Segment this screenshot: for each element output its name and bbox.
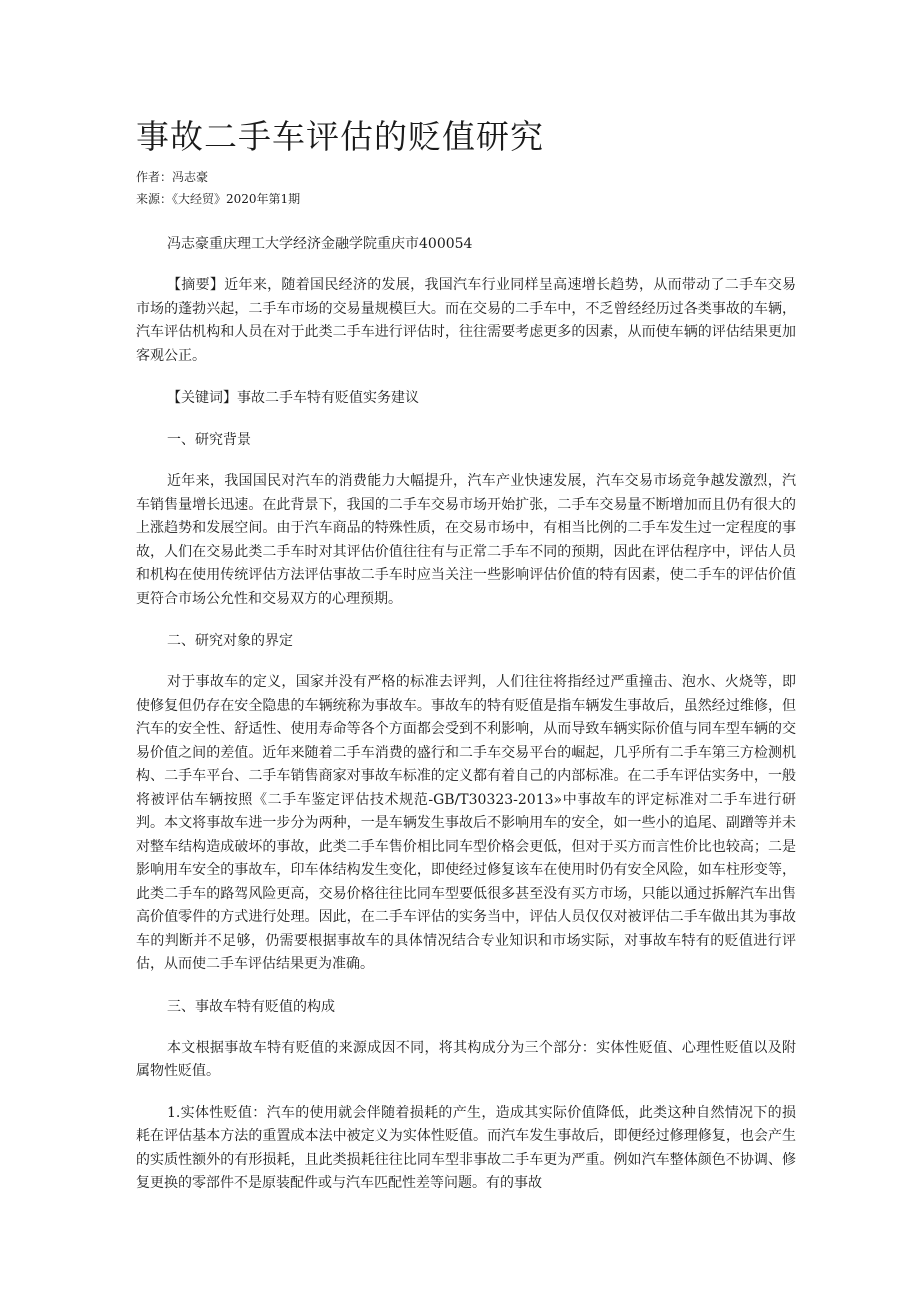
composition-intro-paragraph: 本文根据事故车特有贬值的来源成因不同，将其构成分为三个部分：实体性贬值、心理性贬值以及附属物性贬值。: [136, 1039, 796, 1079]
article-page: [136, 112, 796, 1196]
article-title: 事故二手车评估的贬值研究: [136, 117, 544, 156]
source-line: 来源：《大经贸》2020年第1期: [136, 192, 301, 206]
background-paragraph: 近年来，我国国民对汽车的消费能力大幅提升，汽车产业快速发展，汽车交易市场竞争越发激烈，汽车销售量增长迅速。在此背景下，我国的二手车交易市场开始扩张，二手车交易量不断增加而且仍有很大的上涨趋势和发展空间。由于汽车商品的特殊性质，在交易市场中，有相当比例的二手车发生过一定程度的事故，人们在交易此类二手车时对其评估价值往往有与正常二手车不同的预期，因此在评估程序中，评估人员和机构在使用传统评估方法评估事故二手车时应当关注一些影响评估价值的特有因素，使二手车的评估价值更符合市场公允性和交易双方的心理预期。: [136, 473, 796, 607]
definition-paragraph: 对于事故车的定义，国家并没有严格的标准去评判，人们往往将指经过严重撞击、泡水、火烧等，即使修复但仍存在安全隐患的车辆统称为事故车。事故车的特有贬值是指车辆发生事故后，虽然经过维修，但汽车的安全性、舒适性、使用寿命等各个方面都会受到不利影响，从而导致车辆实际价值与同车型车辆的交易价值之间的差值。近年来随着二手车消费的盛行和二手车交易平台的崛起，几乎所有二手车第三方检测机构、二手车平台、二手车销售商家对事故车标准的定义都有着自己的内部标准。在二手车评估实务中，一般将被评估车辆按照《二手车鉴定评估技术规范-GB/T30323-2013»中事故车的评定标准对二手车进行研判。本文将事故车进一步分为两种，一是车辆发生事故后不影响用车的安全，如一些小的追尾、副蹭等并未对整车结构造成破坏的事故，此类二手车售价相比同车型价格会更低，但对于买方而言性价比也较高；二是影响用车安全的事故车，印车体结构发生变化，即使经过修复该车在使用时仍有安全风险，如车柱形变等，此类二手车的路驾风险更高，交易价格往往比同车型要低很多甚至没有买方市场，只能以通过拆解汽车出售高价值零件的方式进行处理。因此，在二手车评估的实务当中，评估人员仅仅对被评估二手车做出其为事故车的判断并不足够，仍需要根据事故车的具体情况结合专业知识和市场实际，对事故车特有的贬值进行评估，从而使二手车评估结果更为准确。: [136, 674, 796, 972]
section-heading-definition: 二、研究对象的界定: [167, 633, 293, 649]
affiliation: 冯志豪重庆理工大学经济金融学院重庆市400054: [167, 236, 473, 252]
section-heading-background: 一、研究背景: [167, 432, 251, 448]
section-heading-composition: 三、事故车特有贬值的构成: [167, 998, 335, 1015]
physical-depreciation-paragraph: 1.实体性贬值：汽车的使用就会伴随着损耗的产生，造成其实际价值降低，此类这种自然情况下的损耗在评估基本方法的重置成本法中被定义为实体性贬值。而汽车发生事故后，即便经过修理修复，也会产生的实质性额外的有形损耗，且此类损耗往往比同车型非事故二手车更为严重。例如汽车整体颜色不协调、修复更换的零部件不是原装配件或与汽车匹配性差等问题。有的事故: [136, 1104, 796, 1191]
abstract-paragraph: 【摘要】近年来，随着国民经济的发展，我国汽车行业同样呈高速增长趋势，从而带动了二手车交易市场的蓬勃兴起，二手车市场的交易量规模巨大。而在交易的二手车中，不乏曾经经历过各类事故的车辆，汽车评估机构和人员在对于此类二手车进行评估时，往往需要考虑更多的因素，从而使车辆的评估结果更加客观公正。: [136, 277, 796, 364]
keywords-line: 【关键词】事故二手车特有贬值实务建议: [167, 390, 419, 406]
author-line: 作者：冯志豪: [136, 170, 209, 184]
